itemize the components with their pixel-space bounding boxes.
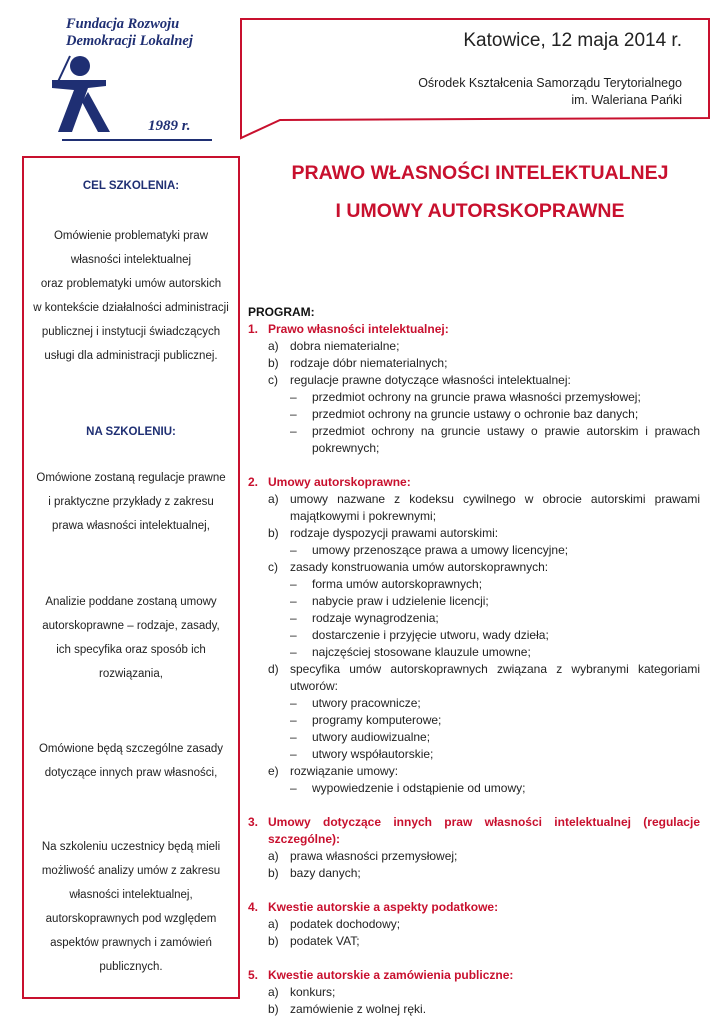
program-subitem: nabycie praw i udzielenie licencji; <box>312 594 489 608</box>
dash-bullet: – <box>290 730 297 744</box>
item-letter: a) <box>268 339 279 353</box>
goal-line: własności intelektualnej <box>70 254 192 266</box>
page-title-line2: I UMOWY AUTORSKOPRAWNE <box>335 200 625 222</box>
dash-bullet: – <box>290 713 297 727</box>
training-line: i praktyczne przykłady z zakresu <box>48 496 214 508</box>
org-name-line1: Fundacja Rozwoju <box>66 16 180 32</box>
place-date: Katowice, 12 maja 2014 r. <box>463 30 682 51</box>
item-letter: b) <box>268 526 279 540</box>
program-section-5 <box>248 967 700 1018</box>
program-item: podatek dochodowy; <box>290 917 401 931</box>
program-section-2 <box>248 474 700 797</box>
training-heading: NA SZKOLENIU: <box>86 426 176 438</box>
dash-bullet: – <box>290 628 297 642</box>
goal-line: w kontekście działalności administracji <box>33 302 229 314</box>
org-name-line2: Demokracji Lokalnej <box>66 33 193 49</box>
training-line: Analizie poddane zostaną umowy <box>45 596 217 608</box>
program-label: PROGRAM: <box>248 305 315 319</box>
item-letter: c) <box>268 373 278 387</box>
program-item: rodzaje dóbr niematerialnych; <box>290 356 448 370</box>
item-letter: a) <box>268 849 279 863</box>
program <box>248 304 700 1018</box>
sidebar-panel <box>22 156 240 999</box>
goal-text <box>24 224 238 368</box>
program-subitem: umowy przenoszące prawa a umowy licencyjne; <box>312 543 569 557</box>
training-para-3 <box>24 737 238 785</box>
dash-bullet: – <box>290 424 297 438</box>
program-item: prawa własności przemysłowej; <box>290 849 458 863</box>
goal-line: usługi dla administracji publicznej. <box>44 350 218 362</box>
training-line: autorskoprawnych pod względem <box>45 913 217 925</box>
training-line: autorskoprawne – rodzaje, zasady, <box>42 620 220 632</box>
org-name <box>66 16 193 50</box>
page-title-line1: PRAWO WŁASNOŚCI INTELEKTUALNEJ <box>291 162 669 184</box>
training-para-2 <box>24 590 238 686</box>
dash-bullet: – <box>290 594 297 608</box>
dash-bullet: – <box>290 577 297 591</box>
program-subitem: wypowiedzenie i odstąpienie od umowy; <box>312 781 526 795</box>
program-item: zamówienie z wolnej ręki. <box>290 1002 427 1016</box>
program-section-3 <box>248 814 700 882</box>
training-para-4 <box>24 835 238 979</box>
training-heading-block <box>24 426 238 438</box>
program-item: bazy danych; <box>290 866 361 880</box>
running-figure-logo-icon <box>44 52 130 136</box>
program-subitem: rodzaje wynagrodzenia; <box>312 611 439 625</box>
program-item: rodzaje dyspozycji prawami autorskimi: <box>290 526 499 540</box>
program-item: zasady konstruowania umów autorskoprawnych: <box>290 560 549 574</box>
goal-line: publicznej i instytucji świadczących <box>41 326 221 338</box>
program-subitem: dostarczenie i przyjęcie utworu, wady dzieła; <box>312 628 549 642</box>
item-letter: e) <box>268 764 279 778</box>
goal-heading: CEL SZKOLENIA: <box>82 180 180 192</box>
section-number: 2. <box>248 475 259 489</box>
training-line: dotyczące innych praw własności, <box>44 767 218 779</box>
dash-bullet: – <box>290 390 297 404</box>
item-letter: a) <box>268 917 279 931</box>
program-item: rozwiązanie umowy: <box>290 764 399 778</box>
goal-heading-block <box>24 180 238 192</box>
section-number: 1. <box>248 322 259 336</box>
training-line: własności intelektualnej, <box>69 889 193 901</box>
dash-bullet: – <box>290 543 297 557</box>
program-subitem: programy komputerowe; <box>312 713 442 727</box>
program-section-4 <box>248 899 700 950</box>
program-section-1 <box>248 321 700 457</box>
institution-line2: im. Waleriana Pańki <box>571 93 682 107</box>
item-letter: d) <box>268 662 279 676</box>
dash-bullet: – <box>290 611 297 625</box>
dash-bullet: – <box>290 407 297 421</box>
org-year: 1989 r. <box>148 118 191 134</box>
program-item: podatek VAT; <box>290 934 360 948</box>
section-title: Kwestie autorskie a aspekty podatkowe: <box>268 900 499 914</box>
program-subitem: utwory audiowizualne; <box>312 730 431 744</box>
item-letter: b) <box>268 356 279 370</box>
training-line: Omówione będą szczególne zasady <box>38 743 224 755</box>
training-line: aspektów prawnych i zamówień <box>50 937 212 949</box>
program-item: specyfika umów autorskoprawnych związana z wybranymi kategoriami utworów: <box>290 662 700 693</box>
item-letter: a) <box>268 492 279 506</box>
training-line: ich specyfika oraz sposób ich <box>56 644 206 656</box>
item-letter: b) <box>268 934 279 948</box>
section-number: 5. <box>248 968 259 982</box>
goal-line: Omówienie problematyki praw <box>53 230 209 242</box>
goal-line: oraz problematyki umów autorskich <box>40 278 222 290</box>
section-title: Umowy autorskoprawne: <box>268 475 411 489</box>
program-item: konkurs; <box>290 985 336 999</box>
dash-bullet: – <box>290 645 297 659</box>
dash-bullet: – <box>290 696 297 710</box>
program-subitem: utwory pracownicze; <box>312 696 421 710</box>
item-letter: c) <box>268 560 278 574</box>
program-subitem: forma umów autorskoprawnych; <box>312 577 483 591</box>
item-letter: b) <box>268 1002 279 1016</box>
section-title: Umowy dotyczące innych praw własności intelektualnej (regulacje szczególne): <box>268 815 700 846</box>
institution-line1: Ośrodek Kształcenia Samorządu Terytorialnego <box>418 76 682 90</box>
training-line: publicznych. <box>99 961 163 973</box>
program-subitem: przedmiot ochrony na gruncie ustawy o prawie autorskim i prawach pokrewnych; <box>312 424 700 455</box>
program-subitem: utwory współautorskie; <box>312 747 434 761</box>
training-line: możliwość analizy umów z zakresu <box>41 865 221 877</box>
program-item: regulacje prawne dotyczące własności intelektualnej: <box>290 373 571 387</box>
section-title: Kwestie autorskie a zamówienia publiczne: <box>268 968 514 982</box>
program-item: umowy nazwane z kodeksu cywilnego w obrocie autorskimi prawami majątkowymi i pokrewnymi; <box>290 492 700 523</box>
logo-divider <box>62 139 212 141</box>
header-box <box>240 18 710 138</box>
training-line: rozwiązania, <box>99 668 163 680</box>
training-line: prawa własności intelektualnej, <box>52 520 210 532</box>
program-subitem: przedmiot ochrony na gruncie ustawy o ochronie baz danych; <box>312 407 639 421</box>
program-item: dobra niematerialne; <box>290 339 400 353</box>
dash-bullet: – <box>290 781 297 795</box>
program-subitem: przedmiot ochrony na gruncie prawa własności przemysłowej; <box>312 390 641 404</box>
program-subitem: najczęściej stosowane klauzule umowne; <box>312 645 531 659</box>
item-letter: a) <box>268 985 279 999</box>
training-para-1 <box>24 466 238 538</box>
section-number: 3. <box>248 815 259 829</box>
training-line: Na szkoleniu uczestnicy będą mieli <box>41 841 221 853</box>
section-number: 4. <box>248 900 259 914</box>
training-line: Omówione zostaną regulacje prawne <box>36 472 226 484</box>
dash-bullet: – <box>290 747 297 761</box>
item-letter: b) <box>268 866 279 880</box>
section-title: Prawo własności intelektualnej: <box>268 322 449 336</box>
